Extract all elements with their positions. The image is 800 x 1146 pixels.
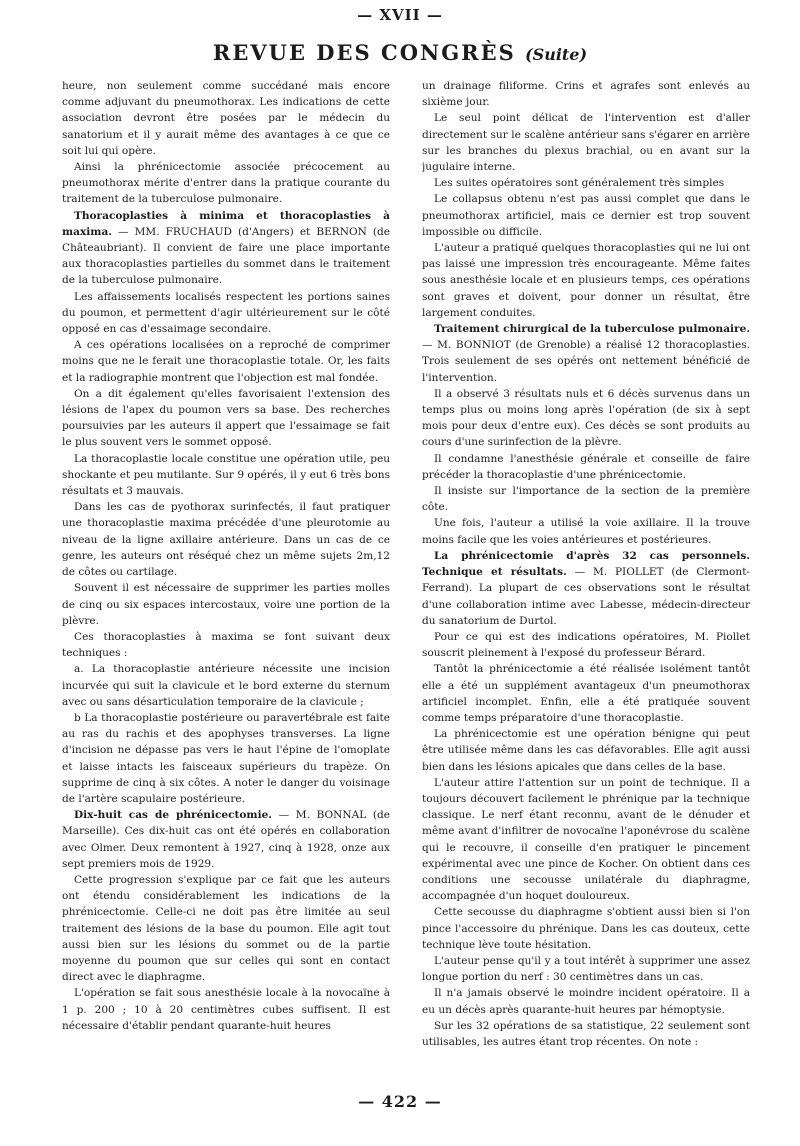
- paragraph: [422, 985, 750, 1017]
- suite-label: (Suite): [525, 45, 588, 64]
- paragraph-text: Cette progression s'explique par ce fait que les auteurs ont étendu considérablement les indications de la phrénicectomie. Celle-ci ne doit pas être limitée au seul traitement des lésions de la base du poumon. Elle agit tout aussi bien sur les lésions du sommet ou de la partie moyenne du poumon que sur celles qui sont en contact direct avec le diaphragme.: [62, 873, 390, 984]
- paragraph: [62, 710, 390, 807]
- paragraph-text: — M. PIOLLET (de Clermont-Ferrand). La plupart de ces observations sont le résultat d'une collaboration intime avec Labesse, médecin-directeur du sanatorium de Durtol.: [422, 566, 750, 627]
- paragraph-text: Dans les cas de pyothorax surinfectés, il faut pratiquer une thoracoplastie maxima précédée d'une pleurotomie au niveau de la ligne axillaire antérieure. Dans un cas de ce genre, les auteurs ont réséqué chez un même sujets 2m,12 de côtes ou cartilage.: [62, 501, 390, 579]
- section-heading: La phrénicectomie d'après 32 cas personnels. Technique et résultats.: [422, 549, 750, 579]
- paragraph: [62, 661, 390, 710]
- page-marker: — XVII —: [357, 6, 443, 24]
- paragraph: [62, 807, 390, 872]
- text-columns: [62, 78, 750, 1090]
- right-column: [422, 78, 750, 1090]
- section-heading: Traitement chirurgical de la tuberculose pulmonaire.: [434, 323, 750, 336]
- paragraph: [422, 904, 750, 953]
- paragraph: [422, 240, 750, 321]
- paragraph: [422, 515, 750, 547]
- paragraph-text: Le seul point délicat de l'intervention est d'aller directement sur le scalène antérieur sans s'égarer en arrière sur les branches du plexus brachial, ou en avant sur la jugulaire interne.: [422, 112, 750, 174]
- paragraph: [62, 208, 390, 289]
- paragraph-text: Le collapsus obtenu n'est pas aussi complet que dans le pneumothorax artificiel, mais ce dernier est trop souvent impossible ou difficile.: [422, 193, 750, 238]
- paragraph-text: Une fois, l'auteur a utilisé la voie axillaire. Il la trouve moins facile que les voies antérieures et postérieures.: [422, 517, 750, 546]
- paragraph: [422, 321, 750, 386]
- paragraph: [422, 483, 750, 515]
- paragraph-text: La thoracoplastie locale constitue une opération utile, peu shockante et peu mutilante. Sur 9 opérés, il y eut 6 très bons résultats et 3 mauvais.: [62, 452, 390, 498]
- paragraph-text: L'auteur pense qu'il y a tout intérêt à supprimer une assez longue portion du nerf : 30 centimètres dans un cas.: [422, 954, 750, 984]
- paragraph: [422, 191, 750, 240]
- paragraph: [62, 386, 390, 451]
- paragraph: [62, 451, 390, 500]
- paragraph-text: Cette secousse du diaphragme s'obtient aussi bien si l'on pince l'accessoire du phrénique. Dans les cas douteux, cette technique lève toute hésitation.: [422, 906, 750, 951]
- paragraph: [62, 499, 390, 580]
- paragraph: [62, 985, 390, 1034]
- paragraph: [422, 110, 750, 175]
- paragraph: [62, 580, 390, 629]
- paragraph-text: — MM. FRUCHAUD (d'Angers) et BERNON (de Châteaubriant). Il convient de faire une place importante aux thoracoplasties partielles du sommet dans le traitement de la tuberculose pulmonaire.: [62, 225, 390, 287]
- paragraph: [62, 872, 390, 985]
- paragraph-text: La phrénicectomie est une opération bénigne qui peut être utilisée même dans les cas défavorables. Elle agit aussi bien dans les lésions apicales que dans celles de la base.: [422, 728, 750, 773]
- paragraph: [62, 337, 390, 386]
- paragraph-text: Il condamne l'anesthésie générale et conseille de faire précéder la thoracoplastie d'une phrénicectomie.: [422, 452, 750, 481]
- paragraph-text: Il insiste sur l'importance de la section de la première côte.: [422, 485, 750, 514]
- paragraph: [422, 953, 750, 985]
- paragraph: [422, 629, 750, 661]
- paragraph-text: Ces thoracoplasties à maxima se font suivant deux techniques :: [62, 630, 390, 660]
- paragraph: [62, 289, 390, 338]
- section-heading: Dix-huit cas de phrénicectomie.: [74, 809, 272, 822]
- running-head: [0, 40, 800, 65]
- paragraph-text: a. La thoracoplastie antérieure nécessite une incision incurvée qui suit la clavicule et le bord externe du sternum avec ou sans désarticulation temporaire de la clavicule ;: [62, 663, 390, 708]
- paragraph: [422, 775, 750, 905]
- paragraph-text: un drainage filiforme. Crins et agrafes sont enlevés au sixième jour.: [422, 80, 750, 109]
- paragraph-text: L'opération se fait sous anesthésie locale à la novocaïne à 1 p. 200 ; 10 à 20 centimètres cubes suffisent. Il est nécessaire d'établir pendant quarante-huit heures: [62, 987, 390, 1032]
- paragraph-text: — M. BONNIOT (de Grenoble) a réalisé 12 thoracoplasties. Trois seulement de ses opérés ont nettement bénéficié de l'intervention.: [422, 339, 750, 384]
- paragraph: [422, 451, 750, 483]
- paragraph-text: L'auteur a pratiqué quelques thoracoplasties qui ne lui ont pas laissé une impression très encourageante. Même faites sous anesthésie locale et en plusieurs temps, ces opérations sont graves et doivent, pour donner un résultat, être largement conduites.: [422, 242, 750, 319]
- paragraph-text: L'auteur attire l'attention sur un point de technique. Il a toujours découvert facilement le phrénique par la technique classique. Le nerf étant reconnu, avant de le dénuder et même avant d'infiltrer de novocaïne l'aponévrose du scalène qui le recouvre, il conseille d'en pratiquer le pincement expérimental avec une pince de Kocher. On obtient dans ces conditions une secousse unilatérale du diaphragme, accompagnée d'un hoquet douloureux.: [422, 776, 750, 903]
- paragraph: [62, 78, 390, 159]
- paragraph: [422, 1018, 750, 1050]
- paragraph-text: Les affaissements localisés respectent les portions saines du poumon, et permettent d'agir ultérieurement sur le côté opposé en cas d'essaimage secondaire.: [62, 290, 390, 336]
- paragraph-text: Souvent il est nécessaire de supprimer les parties molles de cinq ou six espaces intercostaux, voire une portion de la plèvre.: [62, 582, 390, 627]
- paragraph: [422, 726, 750, 775]
- paragraph: [422, 661, 750, 726]
- paragraph-text: Ainsi la phrénicectomie associée précocement au pneumothorax mérite d'entrer dans la pratique courante du traitement de la tuberculose pulmonaire.: [62, 161, 390, 206]
- paragraph-text: Il n'a jamais observé le moindre incident opératoire. Il a eu un décès après quarante-huit heures par hémoptysie.: [422, 987, 750, 1016]
- section-heading: Thoracoplasties à minima et thoracoplasties à maxima.: [62, 209, 390, 238]
- journal-title: REVUE DES CONGRÈS: [212, 40, 516, 65]
- paragraph-text: Il a observé 3 résultats nuls et 6 décès survenus dans un temps plus ou moins long après l'opération (de six à sept mois pour deux d'entre eux). Ces décès se sont produits au cours d'une surinfection de la plèvre.: [422, 387, 750, 449]
- paragraph: [422, 78, 750, 110]
- paragraph-text: Tantôt la phrénicectomie a été réalisée isolément tantôt elle a été un supplément avantageux d'un pneumothorax artificiel incomplet. Enfin, elle a été pratiquée souvent comme temps préparatoire d'une thoracoplastie.: [422, 663, 750, 724]
- paragraph-text: Pour ce qui est des indications opératoires, M. Piollet souscrit pleinement à l'exposé du professeur Bérard.: [422, 630, 750, 660]
- paragraph-text: Sur les 32 opérations de sa statistique, 22 seulement sont utilisables, les autres étant trop récentes. On note :: [422, 1019, 750, 1048]
- paragraph: [422, 386, 750, 451]
- paragraph-text: heure, non seulement comme succédané mais encore comme adjuvant du pneumothorax. Les indications de cette association devront être posées par le médecin du sanatorium et il y aurait même des avantages à ce que ce soit lui qui opère.: [62, 80, 390, 157]
- paragraph: [422, 175, 750, 191]
- paragraph-text: A ces opérations localisées on a reproché de comprimer moins que ne le ferait une thoracoplastie totale. Or, les faits et la radiographie montrent que l'objection est mal fondée.: [62, 339, 390, 384]
- paragraph-text: On a dit également qu'elles favorisaient l'extension des lésions de l'apex du poumon vers sa base. Des recherches poursuivies par les auteurs il appert que l'essaimage se fait le plus souvent vers le sommet opposé.: [62, 387, 390, 449]
- paragraph: [62, 159, 390, 208]
- left-column: [62, 78, 390, 1090]
- paragraph-text: b La thoracoplastie postérieure ou paravertébrale est faite au ras du rachis et des apophyses transverses. La ligne d'incision ne dépasse pas vers le haut l'épine de l'omoplate et laisse intacts les faisceaux supérieurs du trapèze. On supprime de cinq à six côtes. A noter le danger du voisinage de l'artère scapulaire postérieure.: [62, 711, 390, 805]
- paragraph: [422, 548, 750, 629]
- paragraph-text: — M. BONNAL (de Marseille). Ces dix-huit cas ont été opérés en collaboration avec Olmer. Deux remontent à 1927, cinq à 1928, onze aux sept premiers mois de 1929.: [62, 809, 390, 870]
- paragraph: [62, 629, 390, 661]
- page-number: — 422 —: [358, 1092, 442, 1111]
- paragraph-text: Les suites opératoires sont généralement très simples: [434, 177, 725, 190]
